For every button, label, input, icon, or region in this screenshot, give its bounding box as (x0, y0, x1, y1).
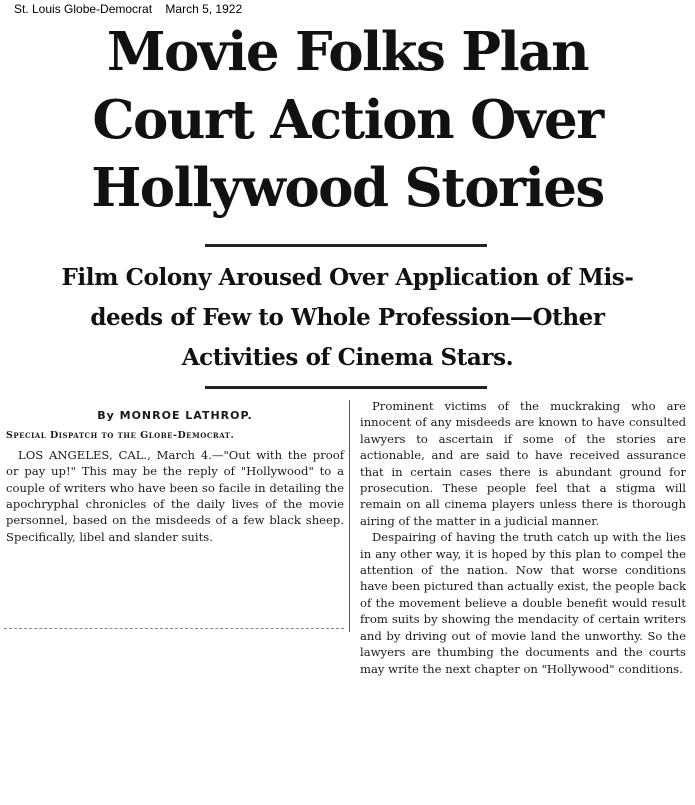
column-end-rule (4, 628, 344, 629)
deck-line-1: Film Colony Aroused Over Application of Mis- (61, 264, 634, 291)
headline-line-1: Movie Folks Plan (106, 21, 589, 83)
article-column-left (6, 408, 344, 545)
subheadline-deck (0, 258, 695, 378)
headline-rule-top (205, 244, 487, 247)
source-line (14, 2, 242, 16)
article-paragraph: LOS ANGELES, CAL., March 4.—"Out with the proof or pay up!" This may be the reply of "Hollywood" to a couple of writers who have been so facile in detailing the apochryphal chronicles of the daily lives of the movie personnel, based on the misdeeds of a few black sheep. Specifically, libel and slander suits. (6, 447, 344, 544)
publication-date: March 5, 1922 (165, 2, 243, 16)
article-paragraph: Despairing of having the truth catch up with the lies in any other way, it is hoped by this plan to compel the attention of the nation. Now that worse conditions have been pictured than actually exist, the people back of the movement believe a double benefit would result from suits by showing the mendacity of certain writers and by driving out of movie land the unworthy. So the lawyers are thumbing the documents and the courts may write the next chapter on "Hollywood" conditions. (360, 530, 686, 676)
publication-name: St. Louis Globe-Democrat (14, 2, 153, 16)
deck-line-3: Activities of Cinema Stars. (181, 344, 514, 371)
column-divider (349, 400, 350, 632)
deck-line-2: deeds of Few to Whole Profession—Other (90, 304, 605, 331)
article-paragraph: Prominent victims of the muckraking who are innocent of any misdeeds are known to have consulted lawyers to ascertain if some of the stories are actionable, and are said to have received assurance that in certain cases there is abundant ground for prosecution. These people feel that a stigma will remain on all cinema players unless there is thorough airing of the matter in a judicial manner. (360, 399, 686, 528)
headline (0, 18, 695, 222)
byline: By MONROE LATHROP. (97, 409, 253, 422)
deck-rule-bottom (205, 386, 487, 389)
article-column-right (360, 398, 686, 677)
headline-line-2: Court Action Over (92, 89, 603, 151)
dispatch-credit: Special Dispatch to the Globe-Democrat. (6, 430, 235, 442)
headline-line-3: Hollywood Stories (91, 157, 604, 219)
